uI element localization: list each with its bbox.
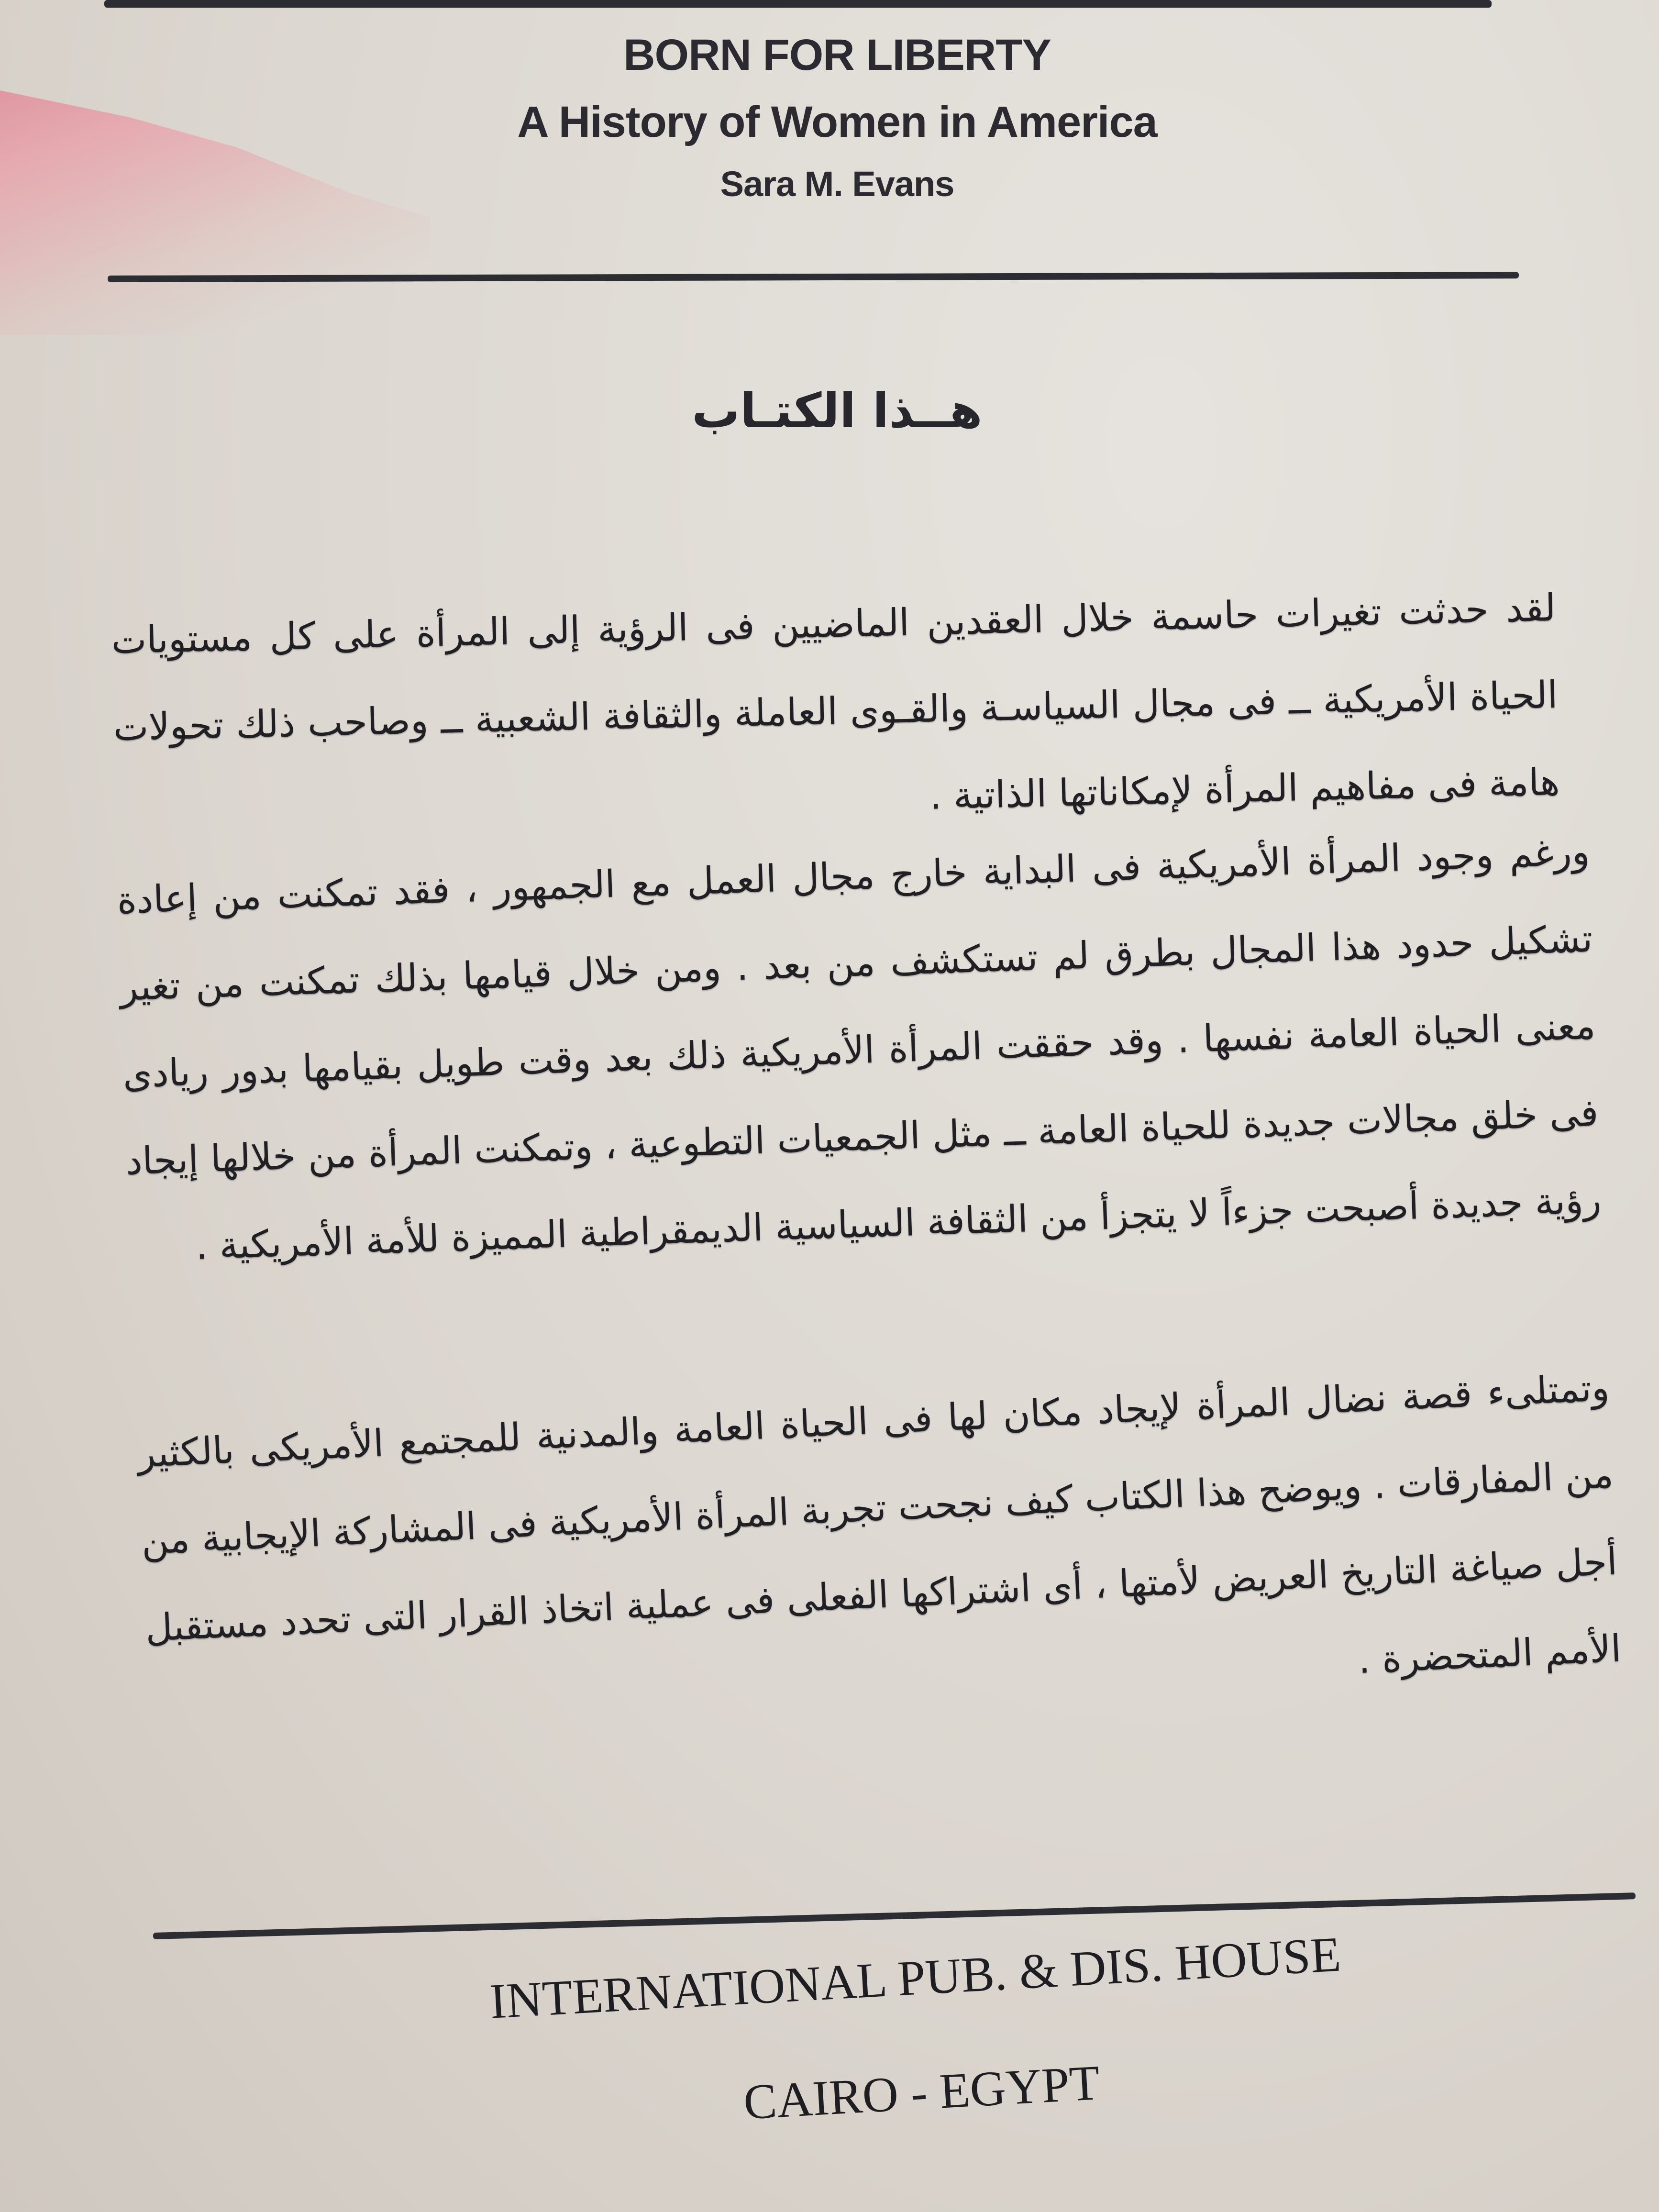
top-divider-line xyxy=(104,0,1492,8)
about-paragraph-2 xyxy=(116,808,1603,1293)
publisher-city: CAIRO - EGYPT xyxy=(742,2055,1101,2130)
book-author: Sara M. Evans xyxy=(720,164,954,204)
about-paragraph-1 xyxy=(111,564,1561,858)
paragraph-text: ورغم وجود المرأة الأمريكية فى البداية خارج مجال العمل مع الجمهور ، فقد تمكنت من إعادة تشكيل حدود هذا المجال بطرق لم تستكشف من بعد . ومن خلال قيامها بذلك تمكنت من تغير معنى الحياة العامة نفسها . وقد حققت المرأة الأمريكية ذلك بعد وقت طويل بقيامها بدور ريادى فى خلق مجالات جديدة للحياة العامة ــ مثل الجمعيات التطوعية ، وتمكنت المرأة من خلالها إيجاد رؤية جديدة أصبحت جزءاً لا يتجزأ من الثقافة السياسية الديمقراطية المميزة للأمة الأمريكية . xyxy=(116,830,1602,1268)
publisher-block xyxy=(417,1919,1420,2152)
pink-corner-graphic xyxy=(0,0,431,335)
about-heading: هــذا الكتـاب xyxy=(692,383,983,439)
footer-divider-line xyxy=(153,1892,1636,1939)
book-subtitle: A History of Women in America xyxy=(517,98,1157,146)
book-title: BORN FOR LIBERTY xyxy=(623,31,1051,79)
book-header xyxy=(383,19,1292,206)
about-paragraph-3 xyxy=(135,1344,1623,1759)
paragraph-text: لقد حدثت تغيرات حاسمة خلال العقدين الماضيين فى الرؤية إلى المرأة على كل مستويات الحياة الأمريكية ــ فى مجال السياسـة والقـوى العاملة والثقافة الشعبية ــ وصاحب ذلك تحولات هامة فى مفاهيم المرأة لإمكاناتها الذاتية . xyxy=(111,586,1560,818)
paragraph-text: وتمتلىء قصة نضال المرأة لإيجاد مكان لها فى الحياة العامة والمدنية للمجتمع الأمريكى بالكثير من المفارقات . ويوضح هذا الكتاب كيف نجحت تجربة المرأة الأمريكية فى المشاركة الإيجابية من أجل صياغة التاريخ العريض لأمتها ، أى اشتراكها الفعلى فى عملية اتخاذ القرار التى تحدد مستقبل الأمم المتحضرة . xyxy=(136,1366,1622,1682)
publisher-name: INTERNATIONAL PUB. & DIS. HOUSE xyxy=(488,1926,1342,2029)
